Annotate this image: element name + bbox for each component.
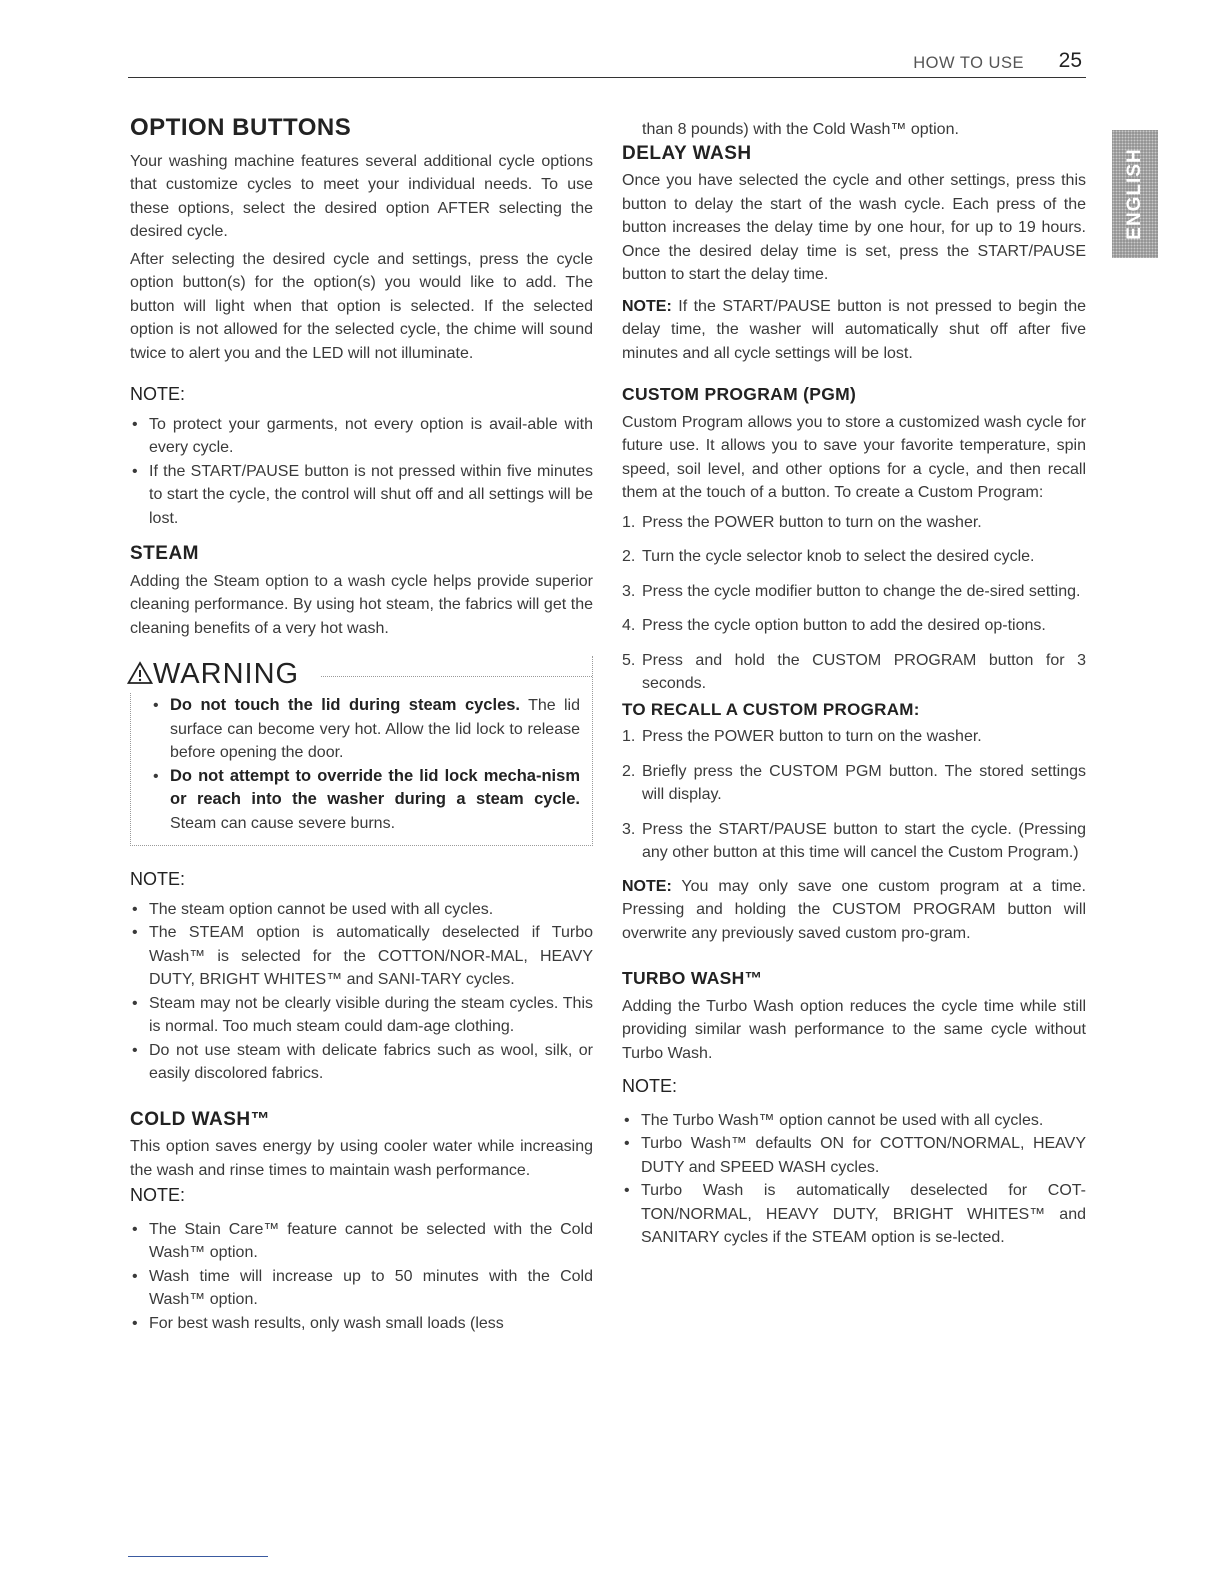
step-number: 2. (622, 762, 636, 780)
note-list-1 (130, 413, 593, 531)
step-text: Press the cycle option button to add the desired op-tions. (642, 617, 1046, 634)
steam-paragraph: Adding the Steam option to a wash cycle helps provide superior cleaning performance. By using hot steam, the fabrics will get the cleaning benefits of a very hot wash. (130, 572, 593, 637)
custom-program-title: CUSTOM PROGRAM (PGM) (622, 384, 857, 404)
custom-note-text: You may only save one custom program at a time. Pressing and holding the CUSTOM PROGRAM button will overwrite any previously saved custom pro-gram. (622, 877, 1086, 942)
list-item (622, 614, 1086, 638)
recall-steps-list (622, 725, 1086, 865)
option-buttons-title: OPTION BUTTONS (130, 114, 352, 141)
left-column (130, 116, 593, 1335)
page-header (128, 50, 1086, 78)
step-number: 2. (622, 548, 636, 565)
note-list-3 (130, 1218, 593, 1336)
list-item: • If the START/PAUSE button is not pressed within five minutes to start the cycle, the control will shut off and all settings will be lost. (130, 460, 593, 531)
recall-title: TO RECALL A CUSTOM PROGRAM: (622, 699, 920, 719)
note-label: NOTE: (622, 297, 672, 315)
list-item: • For best wash results, only wash small loads (less (130, 1312, 593, 1336)
list-item (622, 511, 1086, 535)
list-item: • Do not use steam with delicate fabrics such as wool, silk, or easily discolored fabrics. (130, 1039, 593, 1086)
step-text: Press the START/PAUSE button to start the cycle. (Pressing any other button at this time will cancel the Custom Program.) (642, 820, 1086, 861)
list-item: • The Turbo Wash™ option cannot be used with all cycles. (622, 1109, 1086, 1133)
list-item: • Turbo Wash is automatically deselected for COT-TON/NORMAL, HEAVY DUTY, BRIGHT WHITES™ and SANITARY cycles if the STEAM option is se-lected. (622, 1179, 1086, 1250)
language-tab (1112, 130, 1158, 258)
page-number: 25 (1058, 49, 1082, 72)
delay-note-text: If the START/PAUSE button is not pressed to begin the delay time, the washer will automatically shut off after five minutes and all cycle settings will be lost. (622, 297, 1086, 362)
turbo-wash-paragraph: Adding the Turbo Wash option reduces the cycle time while still providing similar wash performance to the same cycle without Turbo Wash. (622, 997, 1086, 1062)
warning-bold-2: Do not attempt to override the lid lock mecha-nism or reach into the washer during a steam cycle. (170, 766, 580, 808)
list-item (622, 580, 1086, 604)
warning-bold-1: Do not touch the lid during steam cycles. (170, 696, 521, 714)
intro-paragraph-1: Your washing machine features several additional cycle options that customize cycles to meet your individual needs. To use these options, select the desired option AFTER selecting the desired cycle. (130, 152, 593, 240)
step-text: Briefly press the CUSTOM PGM button. The stored settings will display. (642, 762, 1086, 803)
step-text: Turn the cycle selector knob to select the desired cycle. (642, 548, 1035, 565)
delay-note (622, 295, 1086, 366)
turbo-note-list (622, 1109, 1086, 1250)
step-number: 4. (622, 617, 636, 634)
note-heading: NOTE: (622, 1076, 678, 1096)
list-item (622, 725, 1086, 749)
list-item: • Turbo Wash™ defaults ON for COTTON/NORMAL, HEAVY DUTY and SPEED WASH cycles. (622, 1132, 1086, 1179)
step-number: 3. (622, 820, 636, 838)
language-tab-label: ENGLISH (1124, 148, 1145, 240)
footer-rule (128, 1556, 268, 1557)
list-item (622, 760, 1086, 807)
list-item: • The Stain Care™ feature cannot be selected with the Cold Wash™ option. (130, 1218, 593, 1265)
step-number: 1. (622, 513, 636, 531)
note-list-2 (130, 898, 593, 1086)
turbo-wash-title: TURBO WASH™ (622, 968, 763, 988)
list-item (622, 818, 1086, 865)
step-text: Press the POWER button to turn on the washer. (642, 513, 982, 531)
cold-wash-title: COLD WASH™ (130, 1108, 271, 1130)
custom-note (622, 875, 1086, 946)
delay-wash-title: DELAY WASH (622, 142, 752, 164)
cold-wash-paragraph: This option saves energy by using cooler water while increasing the wash and rinse times to maintain wash performance. (130, 1138, 593, 1179)
note-heading: NOTE: (130, 869, 186, 889)
steam-title: STEAM (130, 543, 199, 564)
list-item (622, 545, 1086, 569)
step-number: 1. (622, 728, 636, 745)
step-text: Press the POWER button to turn on the washer. (642, 728, 982, 745)
list-item: • To protect your garments, not every option is avail-able with every cycle. (130, 413, 593, 460)
note-heading: NOTE: (130, 384, 186, 404)
warning-text-2: Steam can cause severe burns. (170, 814, 396, 832)
create-steps-list (622, 511, 1086, 696)
list-item (151, 765, 580, 836)
delay-wash-paragraph: Once you have selected the cycle and other settings, press this button to delay the start of the wash cycle. Each press of the button increases the delay time by one hour, for up to 19 hours. Once the desired delay time is set, press the START/PAUSE button to start the delay time. (622, 172, 1086, 283)
warning-box (130, 656, 593, 846)
warning-text-1: The lid surface can become very hot. Allow the lid lock to release before opening the door. (170, 697, 580, 761)
step-text: Press the cycle modifier button to change the de-sired setting. (642, 582, 1081, 600)
warning-heading (127, 656, 305, 692)
list-item (151, 694, 580, 765)
section-title: HOW TO USE (913, 54, 1024, 72)
warning-triangle-icon (127, 661, 153, 685)
note-label: NOTE: (622, 877, 672, 895)
list-item: • The steam option cannot be used with all cycles. (130, 898, 593, 922)
custom-program-paragraph: Custom Program allows you to store a customized wash cycle for future use. It allows you to save your favorite temperature, spin speed, soil level, and other options for a cycle, and then recall them at the touch of a button. To create a Custom Program: (622, 413, 1086, 501)
note-heading: NOTE: (130, 1185, 186, 1205)
step-number: 3. (622, 582, 636, 600)
list-item: • Steam may not be clearly visible during the steam cycles. This is normal. Too much steam could dam-age clothing. (130, 992, 593, 1039)
step-number: 5. (622, 651, 636, 669)
continued-text: than 8 pounds) with the Cold Wash™ option. (642, 121, 959, 138)
warning-title: WARNING (153, 658, 300, 690)
warning-list (151, 694, 580, 835)
right-column (622, 118, 1086, 1250)
step-text: Press and hold the CUSTOM PROGRAM button for 3 seconds. (642, 651, 1086, 692)
list-item: • Wash time will increase up to 50 minutes with the Cold Wash™ option. (130, 1265, 593, 1312)
intro-paragraph-2: After selecting the desired cycle and settings, press the cycle option button(s) for the option(s) you would like to add. The button will light when that option is selected. If the selected option is not allowed for the selected cycle, the chime will sound twice to alert you and the LED will not illuminate. (130, 250, 593, 362)
list-item: • The STEAM option is automatically deselected if Turbo Wash™ is selected for the COTTON/NOR-MAL, HEAVY DUTY, BRIGHT WHITES™ and SANI-TARY cycles. (130, 921, 593, 992)
list-item (622, 649, 1086, 696)
